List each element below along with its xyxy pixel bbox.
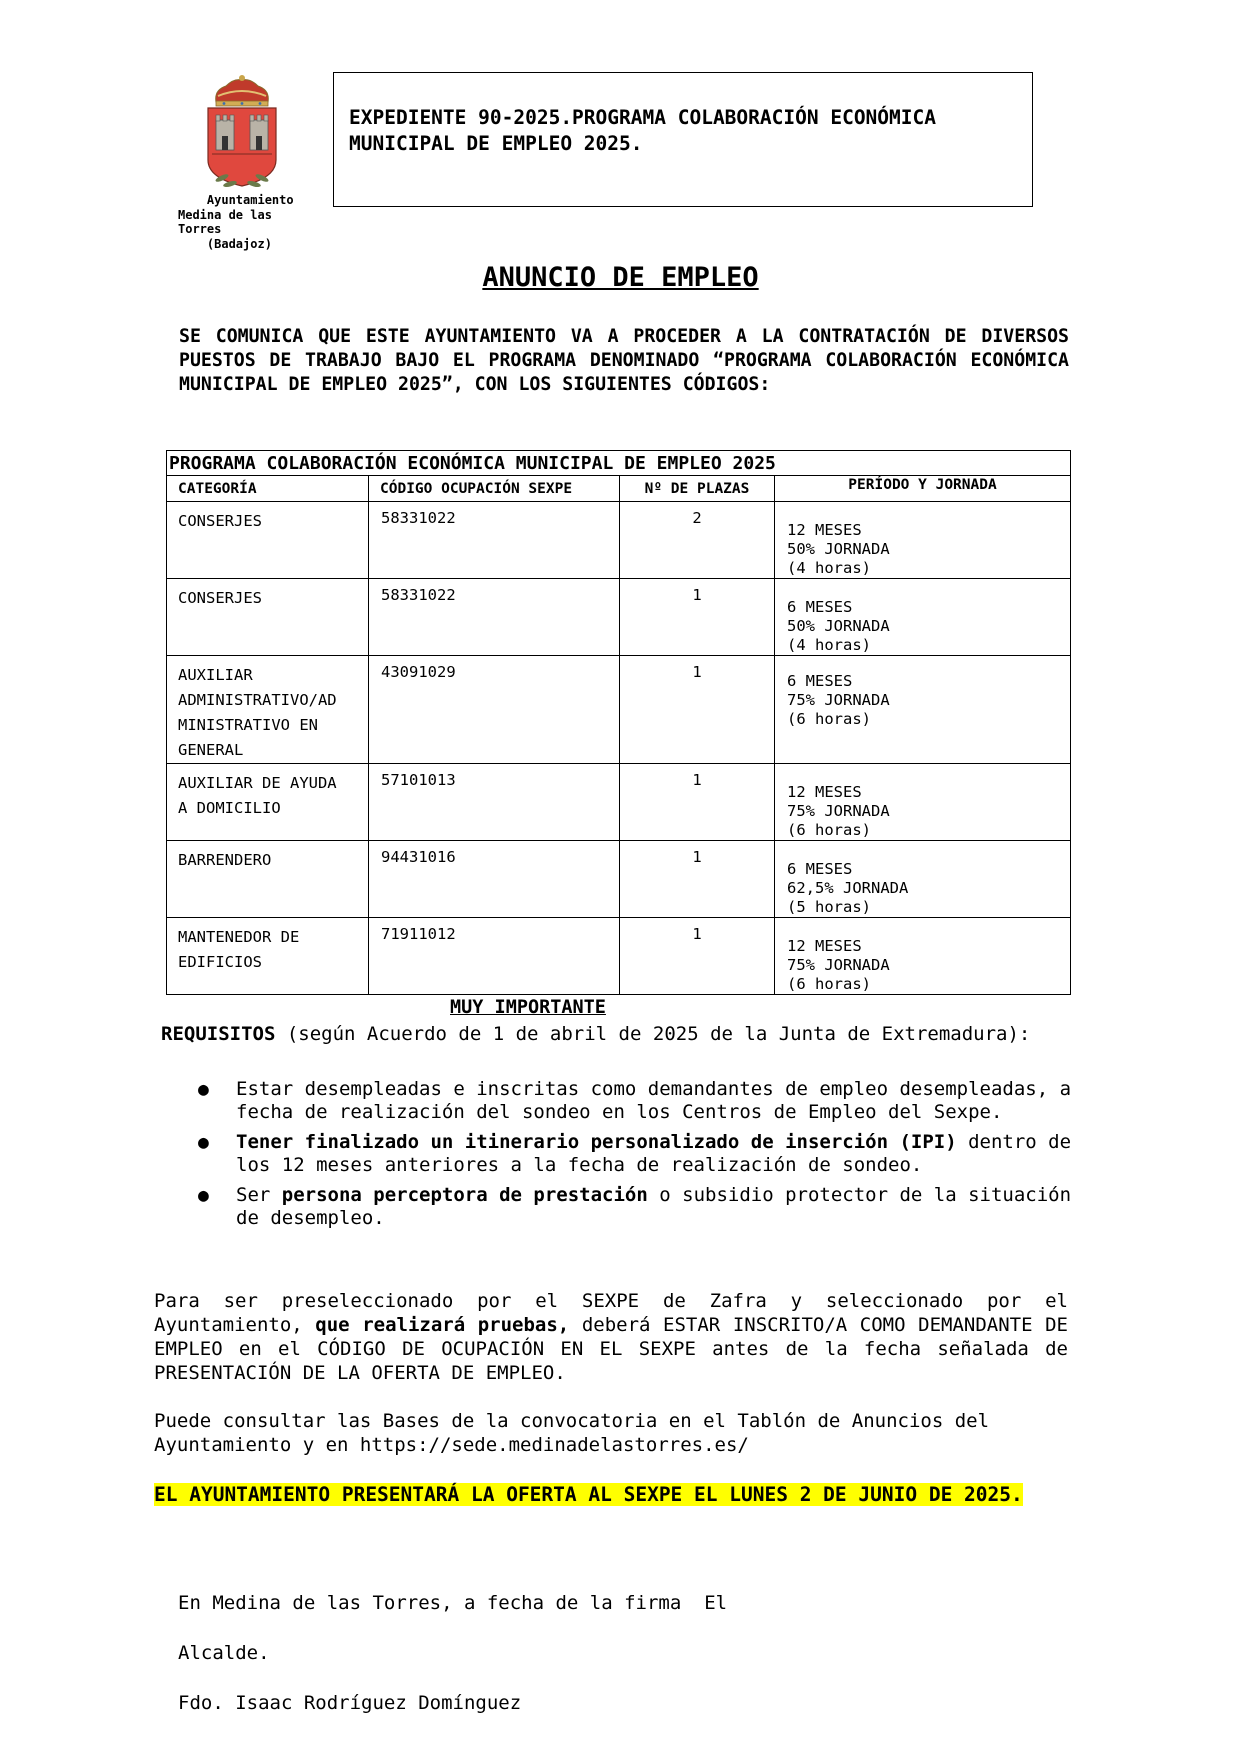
- table-row: [167, 656, 1071, 764]
- coat-of-arms-logo: [202, 74, 282, 194]
- signature-line: En Medina de las Torres, a fecha de la firma El: [178, 1592, 728, 1614]
- periodo-line: 62,5% JORNADA: [787, 879, 909, 897]
- periodo-line: 50% JORNADA: [787, 540, 890, 558]
- bullet-bold-text: Tener finalizado un itinerario personalizado de inserción (IPI): [236, 1131, 957, 1153]
- crown-icon: [216, 75, 269, 106]
- cell-categoria: [167, 579, 369, 656]
- cat-line: MINISTRATIVO EN: [178, 716, 318, 734]
- town-name: [178, 193, 318, 251]
- list-item: [194, 1078, 1074, 1124]
- bullet-icon: ●: [198, 1185, 209, 1206]
- cell-plazas: 1: [620, 764, 775, 841]
- cell-codigo: 58331022: [369, 579, 620, 656]
- periodo-line: (6 horas): [787, 710, 871, 728]
- bases-paragraph: Puede consultar las Bases de la convocatoria en el Tablón de Anuncios del Ayuntamiento y en https://sede.medinadelastorres.es/: [154, 1410, 990, 1456]
- periodo-line: 75% JORNADA: [787, 802, 890, 820]
- periodo-line: (4 horas): [787, 559, 871, 577]
- list-item: [194, 1131, 1074, 1177]
- highlight-notice: [154, 1482, 1068, 1508]
- cat-line: ADMINISTRATIVO/AD: [178, 691, 337, 709]
- cell-codigo: 71911012: [369, 918, 620, 995]
- periodo-line: 12 MESES: [787, 783, 862, 801]
- cell-categoria: [167, 502, 369, 579]
- cell-periodo: [775, 918, 1071, 995]
- bullet-icon: ●: [198, 1132, 209, 1153]
- cat-line: EDIFICIOS: [178, 953, 262, 971]
- cell-codigo: 57101013: [369, 764, 620, 841]
- requirements-text: (según Acuerdo de 1 de abril de 2025 de la Junta de Extremadura):: [275, 1023, 1031, 1045]
- positions-table-wrapper: [166, 450, 1070, 995]
- periodo-line: (4 horas): [787, 636, 871, 654]
- requirements-intro: [161, 1022, 1079, 1046]
- cell-periodo: [775, 502, 1071, 579]
- bullet-icon: ●: [198, 1079, 209, 1100]
- cell-plazas: 1: [620, 656, 775, 764]
- periodo-line: 12 MESES: [787, 937, 862, 955]
- periodo-line: 6 MESES: [787, 672, 853, 690]
- periodo-line: (6 horas): [787, 821, 871, 839]
- bullet-bold-text: persona perceptora de prestación: [281, 1184, 648, 1206]
- header-codigo: CÓDIGO OCUPACIÓN SEXPE: [369, 476, 620, 502]
- expediente-box: [333, 72, 1033, 207]
- cell-categoria: [167, 918, 369, 995]
- cell-plazas: 2: [620, 502, 775, 579]
- requirements-list: [194, 1078, 1074, 1237]
- expediente-text: EXPEDIENTE 90-2025.PROGRAMA COLABORACIÓN ECONÓMICA MUNICIPAL DE EMPLEO 2025.: [349, 106, 936, 155]
- cell-codigo: 43091029: [369, 656, 620, 764]
- table-row: [167, 502, 1071, 579]
- cat-line: BARRENDERO: [178, 851, 272, 869]
- para-bold-text: que realizará pruebas,: [315, 1314, 570, 1336]
- periodo-line: 6 MESES: [787, 860, 853, 878]
- header-categoria: CATEGORÍA: [167, 476, 369, 502]
- table-caption: PROGRAMA COLABORACIÓN ECONÓMICA MUNICIPAL DE EMPLEO 2025: [167, 451, 1071, 476]
- intro-paragraph: SE COMUNICA QUE ESTE AYUNTAMIENTO VA A PROCEDER A LA CONTRATACIÓN DE DIVERSOS PUESTOS DE TRABAJO BAJO EL PROGRAMA DENOMINADO “PROGRAMA COLABORACIÓN ECONÓMICA MUNICIPAL DE EMPLEO 2025”, CON LOS SIGUIENTES CÓDIGOS:: [179, 326, 1069, 395]
- list-item: [194, 1184, 1074, 1230]
- town-line: Torres: [178, 222, 222, 236]
- cell-codigo: 58331022: [369, 502, 620, 579]
- town-line: (Badajoz): [178, 236, 272, 251]
- cell-categoria: [167, 764, 369, 841]
- table-header-row: [167, 476, 1071, 502]
- cell-categoria: [167, 656, 369, 764]
- town-line: Ayuntamiento: [178, 193, 294, 207]
- table-row: [167, 579, 1071, 656]
- cell-periodo: [775, 764, 1071, 841]
- cell-plazas: 1: [620, 918, 775, 995]
- para-text: deberá ESTAR INSCRITO/A COMO DEMANDANTE DE EMPLEO en el CÓDIGO DE OCUPACIÓN EN EL SEXPE antes de la fecha señalada de PRESENTACIÓN DE LA OFERTA DE EMPLEO.: [154, 1314, 1068, 1384]
- table-row: [167, 841, 1071, 918]
- cell-categoria: [167, 841, 369, 918]
- cell-plazas: 1: [620, 841, 775, 918]
- preselection-paragraph: [154, 1289, 1068, 1385]
- header-plazas: Nº DE PLAZAS: [620, 476, 775, 502]
- table-row: [167, 918, 1071, 995]
- bullet-text: o subsidio protector de la situación de desempleo.: [236, 1184, 1072, 1229]
- periodo-line: 6 MESES: [787, 598, 853, 616]
- periodo-line: 12 MESES: [787, 521, 862, 539]
- cell-plazas: 1: [620, 579, 775, 656]
- periodo-line: (5 horas): [787, 898, 871, 916]
- table-row: [167, 764, 1071, 841]
- periodo-line: 75% JORNADA: [787, 956, 890, 974]
- important-heading: MUY IMPORTANTE: [450, 997, 606, 1018]
- cell-codigo: 94431016: [369, 841, 620, 918]
- bullet-text: Ser: [236, 1184, 282, 1206]
- cat-line: CONSERJES: [178, 512, 262, 530]
- cell-periodo: [775, 841, 1071, 918]
- bullet-text: Estar desempleadas e inscritas como demandantes de empleo desempleadas, a fecha de realización del sondeo en los Centros de Empleo del Sexpe.: [236, 1078, 1072, 1123]
- signature-line: Alcalde.: [178, 1642, 270, 1664]
- periodo-line: 75% JORNADA: [787, 691, 890, 709]
- bullet-text: dentro de los 12 meses anteriores a la fecha de realización de sondeo.: [236, 1131, 1072, 1176]
- shield-icon: [208, 108, 276, 186]
- page-title: ANUNCIO DE EMPLEO: [482, 262, 759, 293]
- cat-line: MANTENEDOR DE: [178, 928, 300, 946]
- header-periodo: PERÍODO Y JORNADA: [775, 476, 1071, 502]
- signature-block: [178, 1578, 727, 1728]
- positions-table: [166, 450, 1071, 995]
- cat-line: AUXILIAR: [178, 666, 253, 684]
- requirements-label: REQUISITOS: [161, 1023, 276, 1045]
- para-text: Para ser preseleccionado por el SEXPE de Zafra y seleccionado por el Ayuntamiento,: [154, 1290, 1068, 1336]
- highlighted-text: EL AYUNTAMIENTO PRESENTARÁ LA OFERTA AL SEXPE EL LUNES 2 DE JUNIO DE 2025.: [154, 1483, 1023, 1506]
- cat-line: CONSERJES: [178, 589, 262, 607]
- cell-periodo: [775, 656, 1071, 764]
- cat-line: A DOMICILIO: [178, 799, 281, 817]
- periodo-line: 50% JORNADA: [787, 617, 890, 635]
- signature-line: Fdo. Isaac Rodríguez Domínguez: [178, 1692, 522, 1714]
- cell-periodo: [775, 579, 1071, 656]
- periodo-line: (6 horas): [787, 975, 871, 993]
- cat-line: GENERAL: [178, 741, 244, 759]
- cat-line: AUXILIAR DE AYUDA: [178, 774, 337, 792]
- town-line: Medina de las: [178, 207, 272, 222]
